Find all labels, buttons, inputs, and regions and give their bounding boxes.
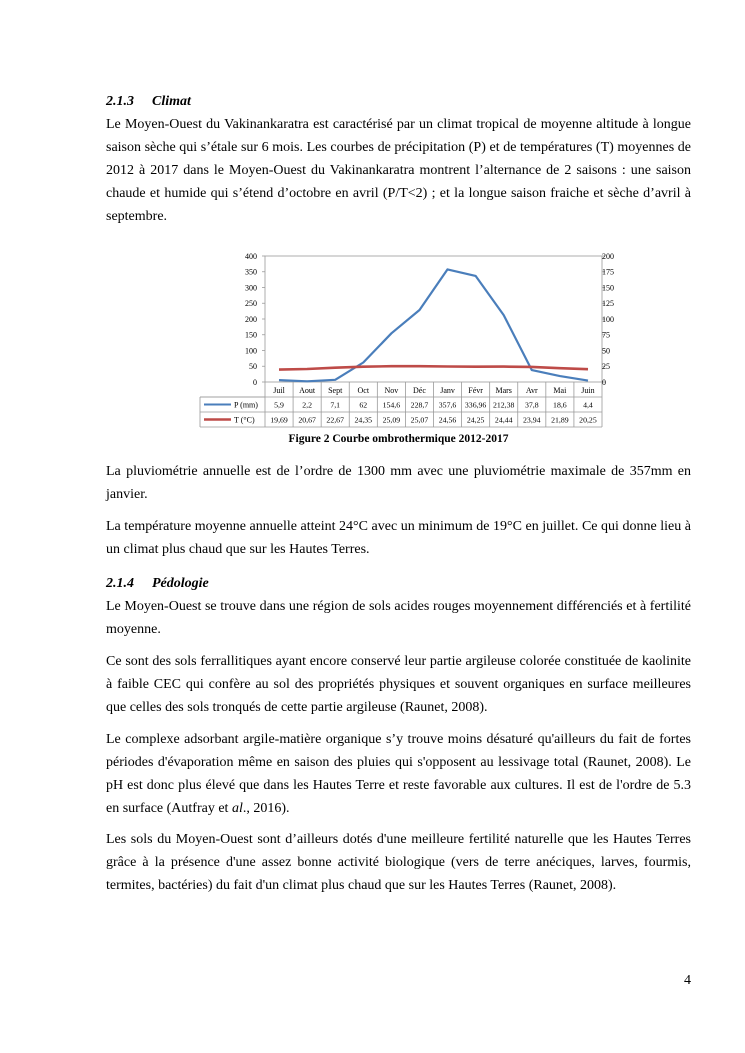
section-title: Pédologie bbox=[152, 576, 209, 591]
data-cell: 24,35 bbox=[354, 415, 373, 425]
section-heading-climat bbox=[106, 90, 691, 113]
section-pedologie bbox=[106, 572, 691, 641]
figure-caption: Figure 2 Courbe ombrothermique 2012-2017 bbox=[288, 433, 509, 445]
data-cell: 24,44 bbox=[494, 415, 513, 425]
section-number: 2.1.4 bbox=[106, 576, 134, 591]
section-number: 2.1.3 bbox=[106, 94, 134, 109]
italic-segment: al bbox=[231, 801, 243, 816]
paragraph-complexe-block bbox=[106, 728, 691, 820]
text-segment: Le complexe adsorbant argile-matière organique s’y trouve moins désaturé qu'ailleurs du fait de fortes périodes d'évaporation même en saison des pluies qui s'opposent au lessivage total (Raunet, 2008). Le pH est donc plus élevé que dans les Hautes Terre et reste favorable aux cultures. Il est de l'ordre de 5.3 en surface (Autfray et bbox=[106, 732, 691, 816]
paragraph-climat: Le Moyen-Ouest du Vakinankaratra est caractérisé par un climat tropical de moyenne altitude à longue saison sèche qui s’étale sur 6 mois. Les courbes de précipitation (P) et de températures (T) moyennes de 2012 à 2017 dans le Moyen-Ouest du Vakinankaratra montrent l’alternance de 2 saisons : une saison chaude et humide qui s’étend d’octobre en avril (P/T<2) ; et la longue saison fraiche et sèche d’avril à septembre. bbox=[106, 117, 691, 224]
paragraph-sols-block bbox=[106, 650, 691, 719]
category-label: Mars bbox=[495, 386, 512, 395]
right-axis-tick-label: 175 bbox=[602, 267, 614, 277]
data-cell: 4,4 bbox=[583, 400, 593, 410]
right-axis-tick-label: 75 bbox=[602, 330, 610, 340]
left-axis-tick-label: 250 bbox=[245, 299, 257, 309]
left-axis-tick-label: 300 bbox=[245, 283, 257, 293]
category-label: Juil bbox=[273, 386, 285, 395]
right-axis-tick-label: 0 bbox=[602, 377, 606, 387]
data-cell: 62 bbox=[359, 400, 368, 410]
data-cell: 18,6 bbox=[553, 400, 567, 410]
paragraph-sols: Ce sont des sols ferrallitiques ayant encore conservé leur partie argileuse colorée constituée de kaolinite à faible CEC qui confère au sol des propriétés physiques et souvent organiques en surface meilleures que celles des sols tronqués de cette partie argileuse (Raunet, 2008). bbox=[106, 654, 691, 715]
data-cell: 23,94 bbox=[523, 415, 541, 425]
left-axis-tick-label: 0 bbox=[253, 377, 257, 387]
category-label: Juin bbox=[581, 386, 595, 395]
data-cell: 212,38 bbox=[492, 400, 515, 410]
paragraph-temperature: La température moyenne annuelle atteint 24°C avec un minimum de 19°C en juillet. Ce qui donne lieu à un climat plus chaud que sur les Hautes Terres. bbox=[106, 519, 691, 557]
left-axis-tick-label: 150 bbox=[245, 330, 257, 340]
data-cell: 20,25 bbox=[579, 415, 597, 425]
data-cell: 19,69 bbox=[270, 415, 288, 425]
data-cell: 228,7 bbox=[410, 400, 429, 410]
data-cell: 24,56 bbox=[438, 415, 457, 425]
data-cell: 357,6 bbox=[438, 400, 457, 410]
data-cell: 7,1 bbox=[330, 400, 341, 410]
right-axis-tick-label: 50 bbox=[602, 346, 610, 356]
series-line-precipitation bbox=[279, 269, 588, 381]
section-title: Climat bbox=[152, 94, 191, 109]
data-cell: 20,67 bbox=[298, 415, 316, 425]
section-climat bbox=[106, 90, 691, 228]
ombrothermic-chart bbox=[195, 246, 614, 428]
data-cell: 25,09 bbox=[382, 415, 401, 425]
right-axis-tick-label: 25 bbox=[602, 362, 610, 372]
text-segment: ., 2016). bbox=[242, 801, 290, 816]
data-cell: 21,89 bbox=[551, 415, 569, 425]
right-axis-tick-label: 100 bbox=[602, 314, 614, 324]
category-label: Janv bbox=[440, 386, 455, 395]
left-axis-tick-label: 100 bbox=[245, 346, 257, 356]
category-label: Aout bbox=[299, 386, 316, 395]
data-cell: 5,9 bbox=[274, 400, 284, 410]
category-label: Oct bbox=[357, 386, 370, 395]
right-axis-tick-label: 125 bbox=[602, 299, 614, 309]
data-cell: 37,8 bbox=[524, 400, 539, 410]
left-axis-tick-label: 350 bbox=[245, 267, 257, 277]
page-number: 4 bbox=[684, 973, 691, 988]
data-cell: 2,2 bbox=[302, 400, 312, 410]
right-axis-tick-label: 150 bbox=[602, 283, 614, 293]
category-label: Sept bbox=[328, 386, 343, 395]
section-heading-pedologie bbox=[106, 572, 691, 595]
data-cell: 22,67 bbox=[326, 415, 344, 425]
paragraph-pluviometrie-block bbox=[106, 460, 691, 506]
paragraph-fertilite-block bbox=[106, 828, 691, 897]
paragraph-temperature-block bbox=[106, 515, 691, 561]
paragraph-pedologie: Le Moyen-Ouest se trouve dans une région de sols acides rouges moyennement différenciés et à fertilité moyenne. bbox=[106, 599, 691, 637]
right-axis-tick-label: 200 bbox=[602, 251, 614, 261]
legend-label: P (mm) bbox=[234, 400, 258, 410]
paragraph-complexe bbox=[106, 728, 691, 820]
category-label: Avr bbox=[525, 386, 538, 395]
data-cell: 336,96 bbox=[464, 400, 487, 410]
paragraph-fertilite: Les sols du Moyen-Ouest sont d’ailleurs dotés d'une meilleure fertilité naturelle que les Hautes Terres grâce à la présence d'une assez bonne activité biologique (vers de terre anéciques, larves, fourmis, termites, bactéries) du fait d'un climat plus chaud que sur les Hautes Terres (Raunet, 2008). bbox=[106, 832, 691, 893]
category-label: Déc bbox=[413, 386, 426, 395]
data-cell: 154,6 bbox=[382, 400, 401, 410]
plot-area bbox=[265, 256, 602, 382]
data-cell: 25,07 bbox=[410, 415, 429, 425]
left-axis-tick-label: 200 bbox=[245, 314, 257, 324]
category-label: Nov bbox=[384, 386, 399, 395]
paragraph-pluviometrie: La pluviométrie annuelle est de l’ordre de 1300 mm avec une pluviométrie maximale de 357mm en janvier. bbox=[106, 464, 691, 502]
data-cell: 24,25 bbox=[466, 415, 485, 425]
legend-label: T (°C) bbox=[234, 415, 255, 425]
category-label: Mai bbox=[553, 386, 567, 395]
category-label: Févr bbox=[468, 386, 483, 395]
series-line-temperature bbox=[279, 366, 588, 369]
left-axis-tick-label: 400 bbox=[245, 251, 257, 261]
left-axis-tick-label: 50 bbox=[249, 362, 257, 372]
